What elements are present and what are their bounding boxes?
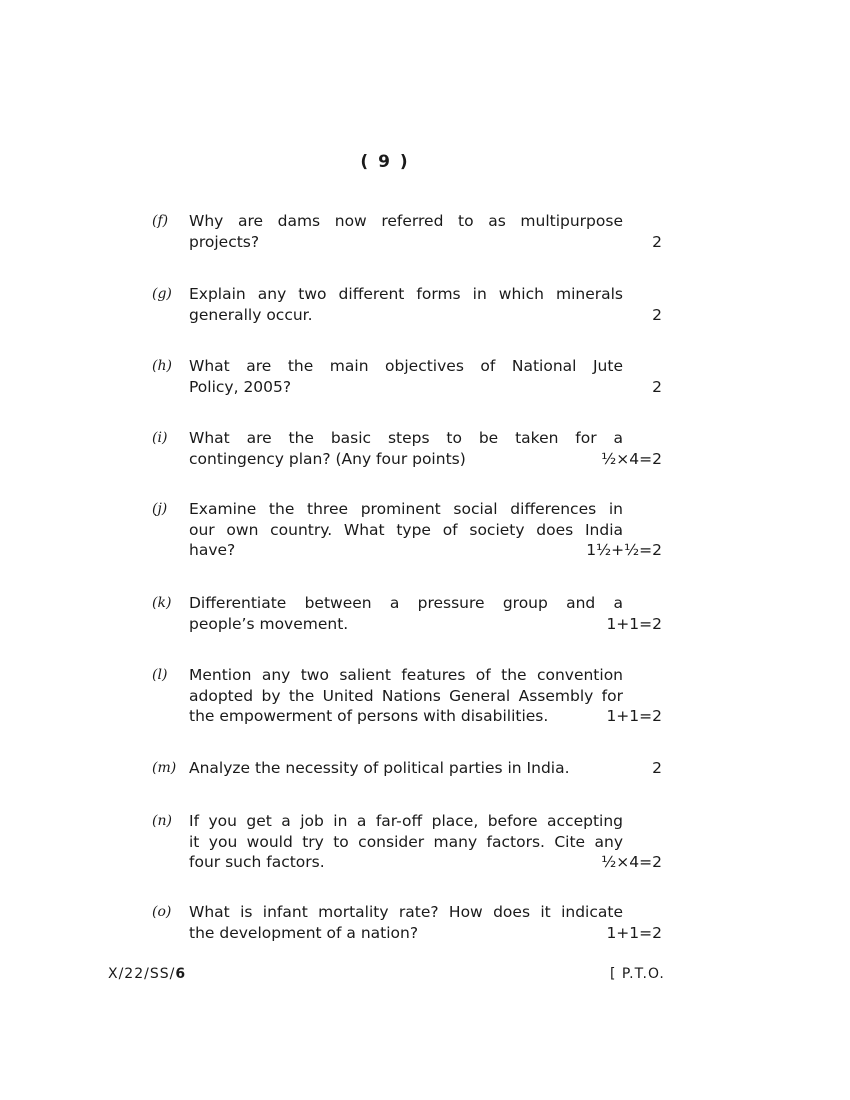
question-f [152, 211, 664, 252]
question-text-line: Examine the three prominent social differences in [189, 500, 623, 518]
question-text-line: Mention any two salient features of the convention [189, 666, 623, 684]
question-label: (m) [152, 760, 177, 776]
question-label: (f) [152, 213, 169, 229]
question-text-line: adopted by the United Nations General Assembly for [189, 686, 623, 705]
question-text-line: it you would try to consider many factors. Cite any [189, 832, 623, 851]
question-k [152, 593, 664, 634]
question-text-line: What is infant mortality rate? How does it indicate [189, 903, 623, 921]
question-label: (k) [152, 595, 172, 611]
question-marks: 2 [652, 377, 662, 396]
question-text-line: If you get a job in a far-off place, before accepting [189, 812, 623, 830]
question-text-line: our own country. What type of society does India [189, 520, 623, 539]
question-marks: 2 [652, 305, 662, 324]
question-text-line: have? [189, 541, 236, 559]
question-label: (h) [152, 358, 172, 374]
question-l [152, 665, 664, 727]
question-label: (n) [152, 813, 172, 829]
question-label: (j) [152, 501, 168, 517]
paper-code [108, 966, 186, 982]
question-o [152, 902, 664, 943]
question-text-line: Why are dams now referred to as multipurpose [189, 212, 623, 230]
question-h [152, 356, 664, 397]
question-text-line: the development of a nation? [189, 923, 419, 942]
please-turn-over: [ P.T.O. [610, 966, 665, 982]
question-marks: 2 [652, 232, 662, 251]
question-label: (l) [152, 667, 168, 683]
question-marks: ½×4=2 [601, 853, 662, 871]
question-text-line: four such factors. [189, 853, 325, 871]
question-label: (i) [152, 430, 168, 446]
question-text-line: contingency plan? (Any four points) [189, 449, 466, 468]
question-text-line: Differentiate between a pressure group and a [189, 594, 623, 612]
question-text-line: projects? [189, 232, 260, 251]
question-n [152, 811, 664, 873]
question-text-line: Policy, 2005? [189, 377, 292, 396]
question-marks: 1½+½=2 [586, 541, 662, 559]
question-text-line: Explain any two different forms in which minerals [189, 285, 623, 303]
question-text-line: What are the main objectives of National Jute [189, 357, 623, 375]
question-text-line: Analyze the necessity of political parties in India. [189, 759, 570, 777]
question-text-line: people’s movement. [189, 614, 349, 633]
question-label: (g) [152, 286, 172, 302]
question-text-line: generally occur. [189, 305, 313, 324]
question-j [152, 499, 664, 561]
question-text-line: the empowerment of persons with disabilities. [189, 707, 549, 725]
question-marks: ½×4=2 [601, 449, 662, 468]
question-marks: 2 [652, 759, 662, 777]
page-number: ( 9 ) [360, 152, 410, 172]
question-g [152, 284, 664, 325]
paper-code-prefix: X/22/SS/ [108, 966, 176, 982]
question-marks: 1+1=2 [606, 707, 662, 725]
paper-code-suffix: 6 [175, 966, 187, 982]
question-i [152, 428, 664, 469]
question-marks: 1+1=2 [606, 923, 662, 942]
question-m [152, 758, 664, 779]
question-label: (o) [152, 904, 172, 920]
question-text-line: What are the basic steps to be taken for a [189, 429, 623, 447]
question-marks: 1+1=2 [606, 614, 662, 633]
